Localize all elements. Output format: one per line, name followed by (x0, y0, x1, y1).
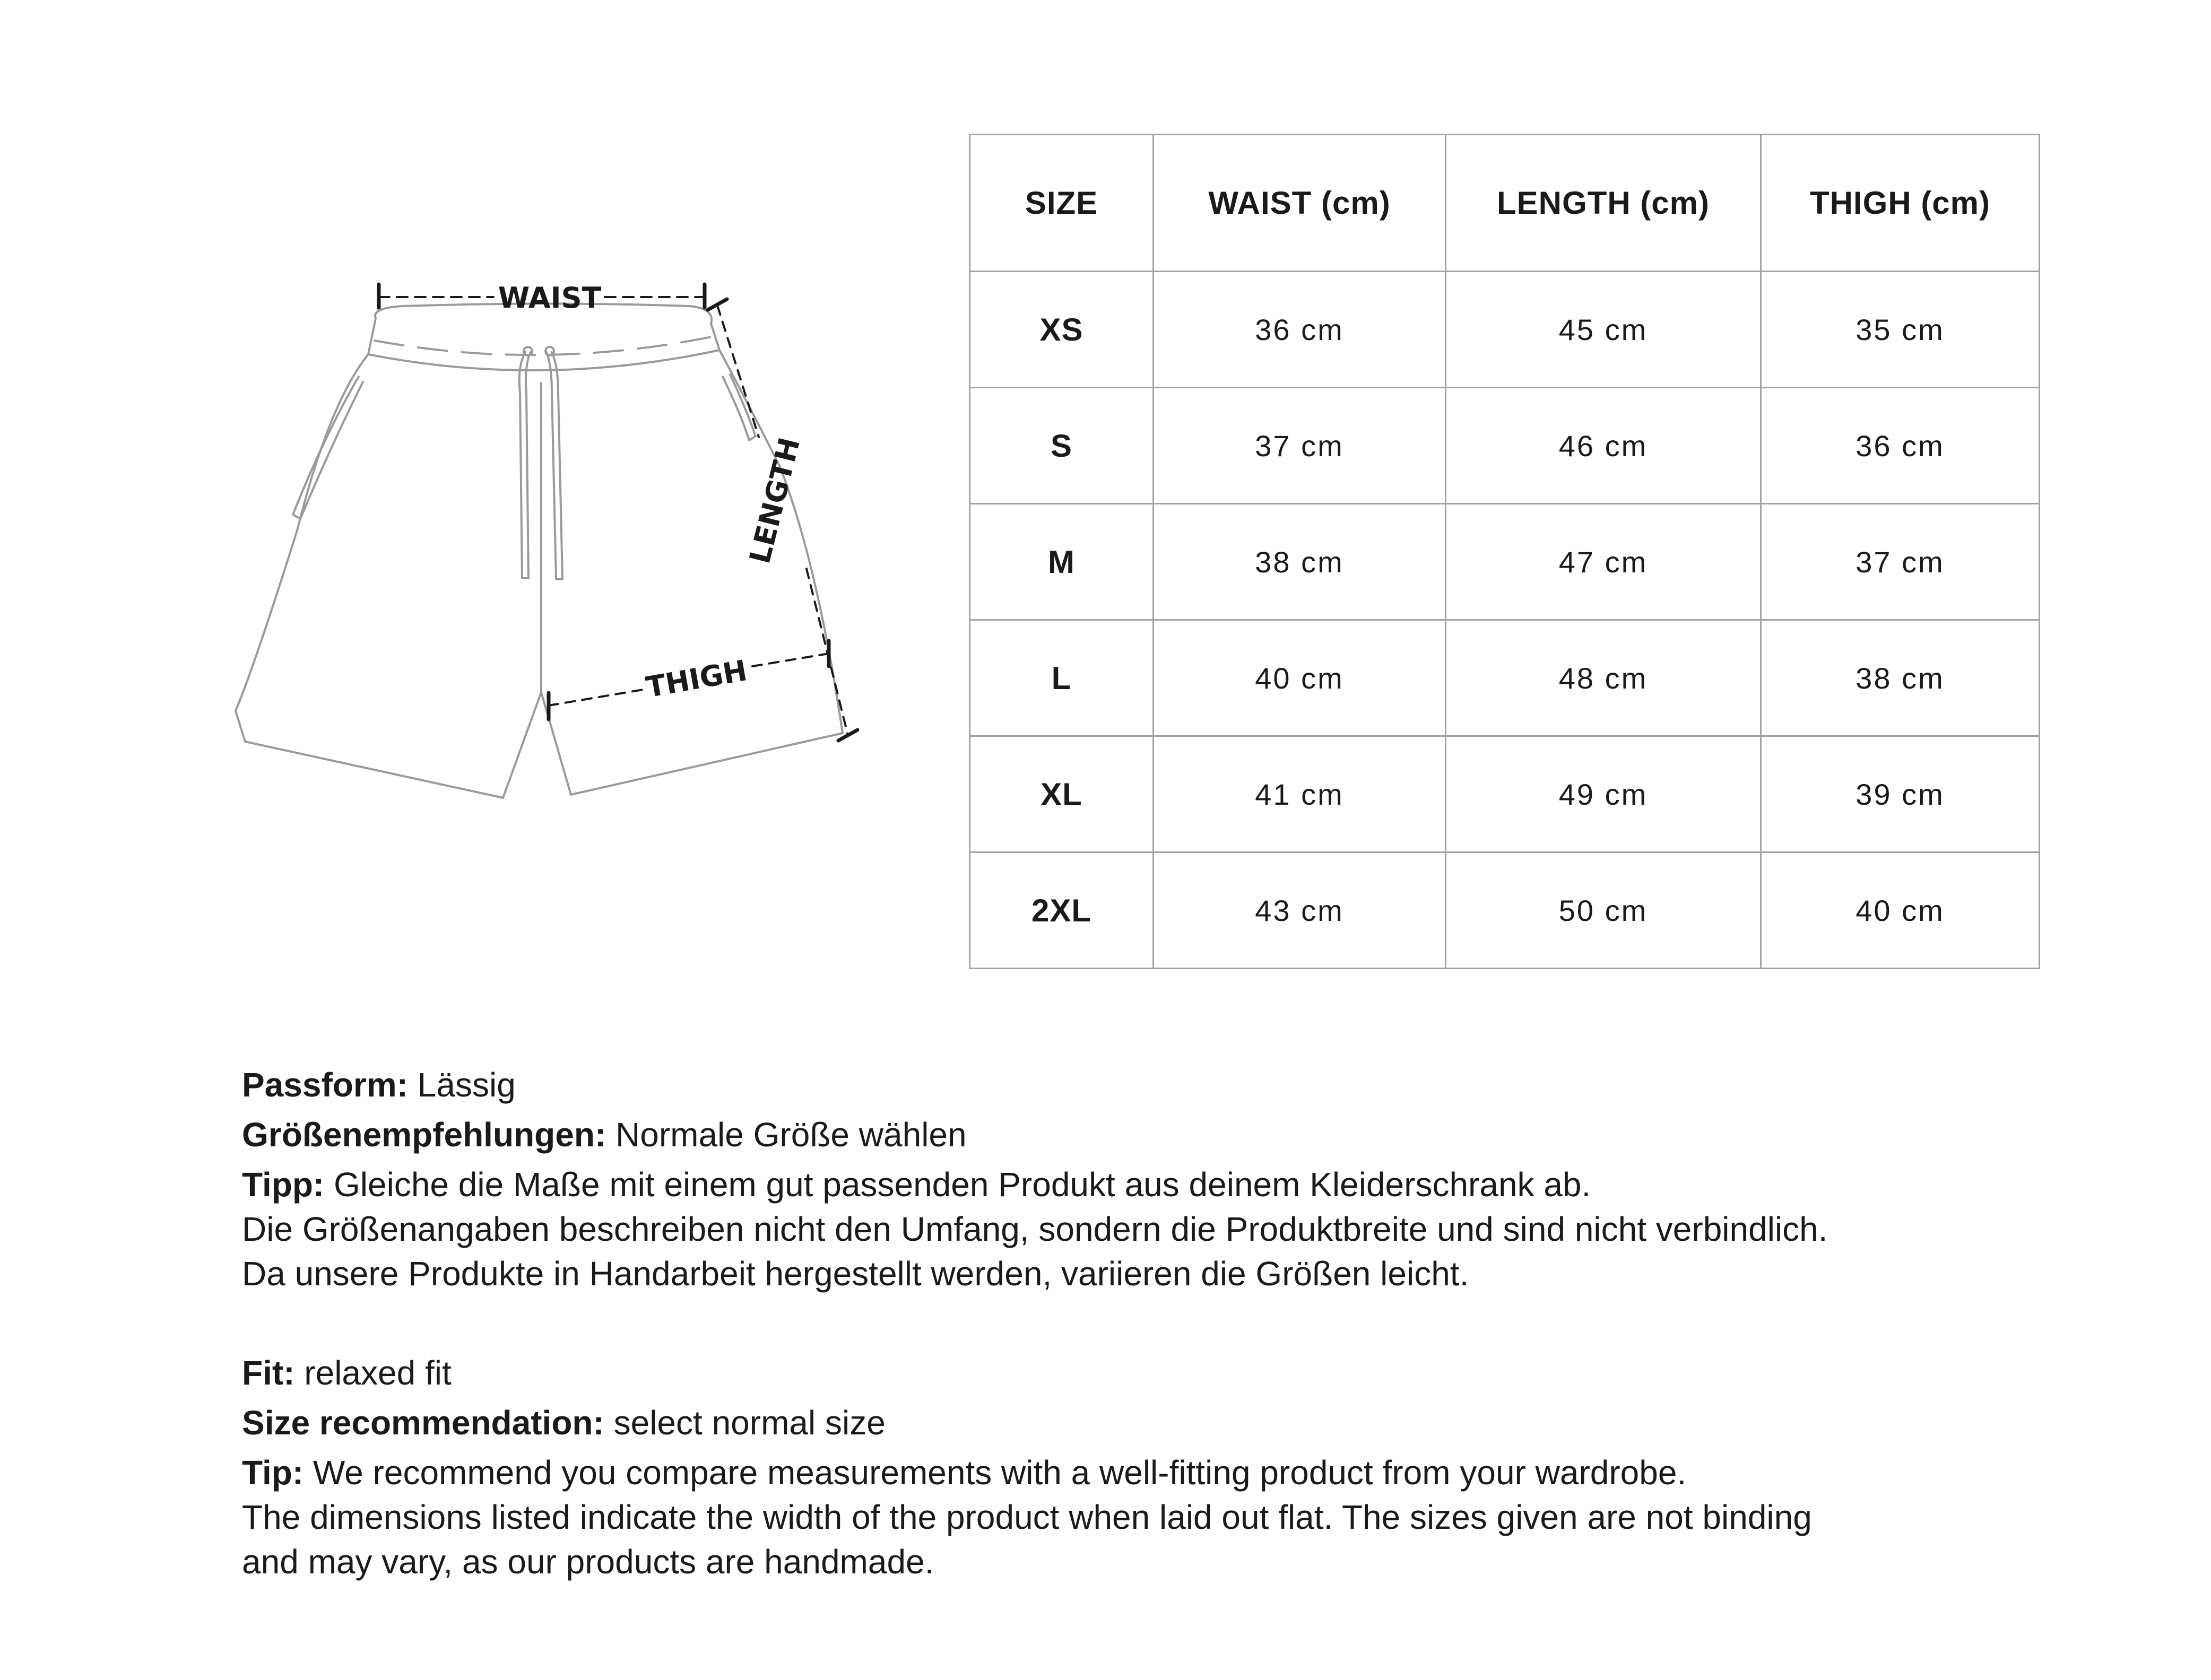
length-cell: 45 cm (1446, 272, 1761, 388)
thigh-label: THIGH (643, 654, 750, 704)
size-chart-table (969, 134, 2040, 969)
thigh-cell: 35 cm (1761, 272, 2040, 388)
recommendation-line (242, 1112, 1828, 1157)
table-row (970, 272, 2040, 388)
tip-line (242, 1450, 1812, 1495)
fit-line (242, 1351, 1812, 1395)
tip-line (242, 1162, 1828, 1207)
header-size: SIZE (970, 135, 1154, 272)
note-line: and may vary, as our products are handmade. (242, 1543, 934, 1581)
tip-value: We recommend you compare measurements with a well-fitting product from your wardrobe. (304, 1453, 1687, 1492)
length-cell: 49 cm (1446, 736, 1761, 852)
note-line: The dimensions listed indicate the width of the product when laid out flat. The sizes given are not binding (242, 1498, 1812, 1536)
fit-info-english (242, 1351, 1812, 1584)
thigh-cell: 38 cm (1761, 620, 2040, 736)
table-row (970, 736, 2040, 852)
waist-cell: 41 cm (1154, 736, 1446, 852)
size-cell: S (970, 388, 1154, 504)
header-waist: WAIST (cm) (1154, 135, 1446, 272)
size-cell: L (970, 620, 1154, 736)
thigh-cell: 37 cm (1761, 504, 2040, 620)
fit-value: relaxed fit (294, 1354, 452, 1392)
length-cell: 48 cm (1446, 620, 1761, 736)
table-row (970, 388, 2040, 504)
shorts-measurement-diagram (223, 265, 891, 838)
thigh-cell: 40 cm (1761, 852, 2040, 969)
tip-label: Tipp: (242, 1165, 325, 1204)
thigh-cell: 39 cm (1761, 736, 2040, 852)
length-cell: 46 cm (1446, 388, 1761, 504)
thigh-cell: 36 cm (1761, 388, 2040, 504)
waist-label: WAIST (498, 281, 602, 315)
fit-label: Fit: (242, 1354, 295, 1392)
length-cell: 47 cm (1446, 504, 1761, 620)
size-cell: XS (970, 272, 1154, 388)
recommendation-label: Size recommendation: (242, 1404, 604, 1442)
size-cell: 2XL (970, 852, 1154, 969)
waist-cell: 36 cm (1154, 272, 1446, 388)
note-line: Da unsere Produkte in Handarbeit hergestellt werden, variieren die Größen leicht. (242, 1255, 1469, 1293)
size-cell: M (970, 504, 1154, 620)
table-row (970, 504, 2040, 620)
table-header-row (970, 135, 2040, 272)
table-row (970, 852, 2040, 969)
fit-value: Lässig (408, 1066, 516, 1104)
header-thigh: THIGH (cm) (1761, 135, 2040, 272)
recommendation-value: Normale Größe wählen (606, 1116, 967, 1154)
waist-cell: 43 cm (1154, 852, 1446, 969)
note-line: Die Größenangaben beschreiben nicht den Umfang, sondern die Produktbreite und sind nicht verbindlich. (242, 1210, 1828, 1248)
length-cell: 50 cm (1446, 852, 1761, 969)
tip-value: Gleiche die Maße mit einem gut passenden Produkt aus deinem Kleiderschrank ab. (324, 1165, 1591, 1204)
measurement-labels (498, 281, 807, 704)
size-cell: XL (970, 736, 1154, 852)
recommendation-label: Größenempfehlungen: (242, 1116, 606, 1154)
length-label: LENGTH (743, 434, 807, 567)
fit-info-german (242, 1063, 1828, 1296)
fit-label: Passform: (242, 1066, 408, 1104)
recommendation-line (242, 1400, 1812, 1445)
waist-cell: 40 cm (1154, 620, 1446, 736)
waist-cell: 37 cm (1154, 388, 1446, 504)
tip-label: Tip: (242, 1453, 304, 1492)
header-length: LENGTH (cm) (1446, 135, 1761, 272)
recommendation-value: select normal size (604, 1404, 886, 1442)
waist-cell: 38 cm (1154, 504, 1446, 620)
fit-line (242, 1063, 1828, 1107)
table-row (970, 620, 2040, 736)
